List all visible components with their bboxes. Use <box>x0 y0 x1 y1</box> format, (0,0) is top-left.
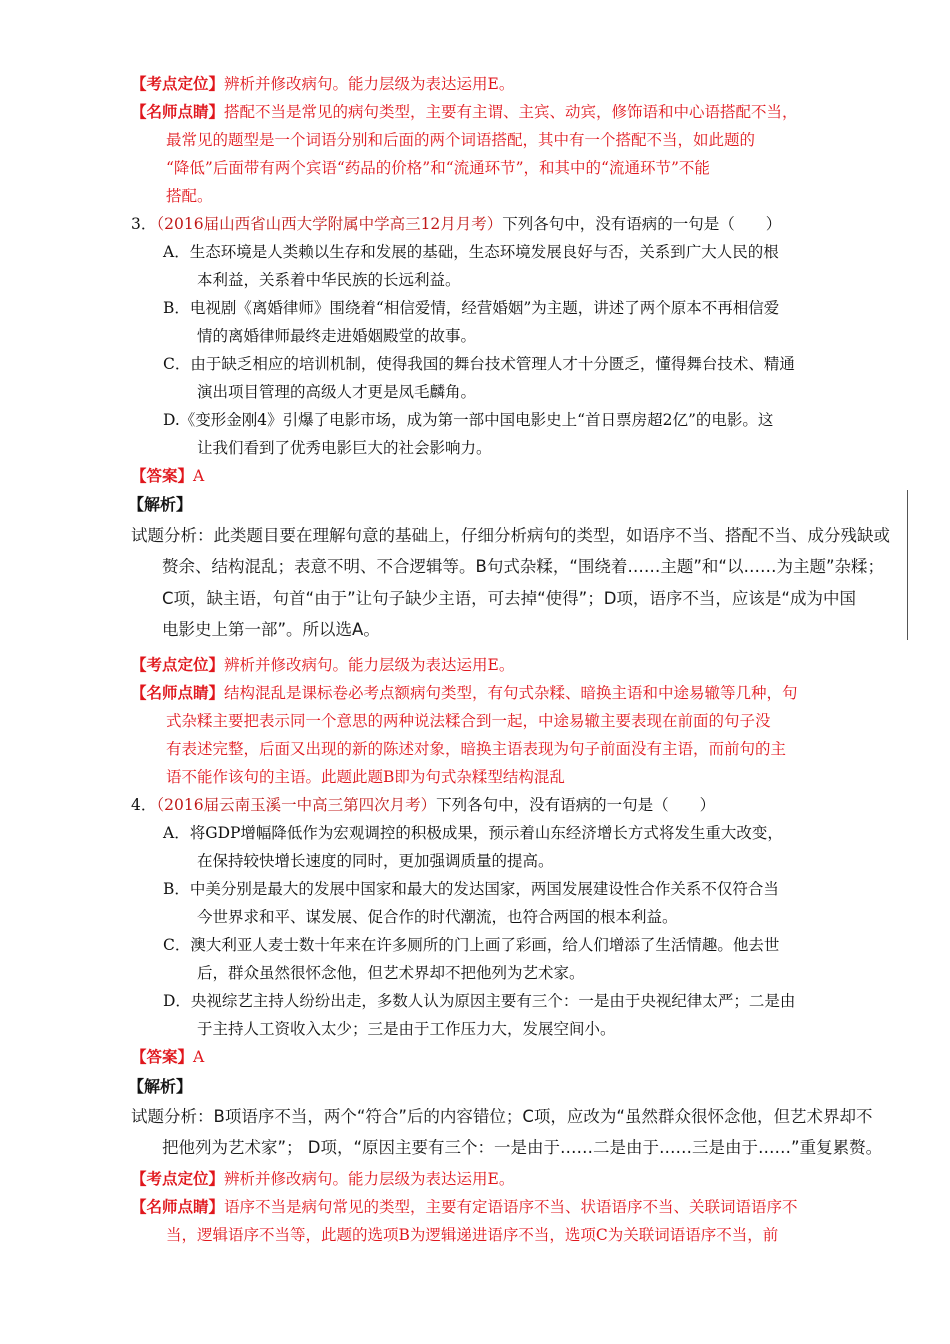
answer-line <box>131 465 204 487</box>
mingshi-line <box>131 101 798 123</box>
option-c: C．由于缺乏相应的培训机制，使得我国的舞台技术管理人才十分匮乏，懂得舞台技术、精通 <box>163 355 795 373</box>
kaodian-line <box>131 1168 514 1190</box>
jiexi-heading: 【解析】 <box>128 495 193 514</box>
answer-line <box>131 1046 204 1068</box>
answer-value: A <box>193 1048 205 1066</box>
option-c-cont: 演出项目管理的高级人才更是凤毛麟角。 <box>197 383 477 401</box>
mingshi-text: 搭配不当是常见的病句类型，主要有主谓、主宾、动宾，修饰语和中心语搭配不当， <box>224 103 798 121</box>
scan-edge <box>907 490 908 640</box>
option-d-cont: 于主持人工资收入太少；三是由于工作压力大，发展空间小。 <box>197 1020 616 1038</box>
mingshi-text: 语序不当是病句常见的类型，主要有定语语序不当、状语语序不当、关联词语语序不 <box>224 1198 798 1216</box>
mingshi-text: 结构混乱是课标卷必考点额病句类型，有句式杂糅、暗换主语和中途易辙等几种，句 <box>224 684 798 702</box>
analysis-line: 把他列为艺术家”； D项，“原因主要有三个：一是由于……二是由于……三是由于……”重复累赘。 <box>162 1138 883 1157</box>
analysis-line: 试题分析：此类题目要在理解句意的基础上，仔细分析病句的类型，如语序不当、搭配不当、成分残缺或 <box>131 526 890 545</box>
answer-value: A <box>193 467 205 485</box>
kaodian-line <box>131 73 514 95</box>
option-a-cont: 在保持较快增长速度的同时，更加强调质量的提高。 <box>197 852 554 870</box>
kaodian-text: 辨析并修改病句。能力层级为表达运用E。 <box>224 1170 515 1188</box>
kaodian-tag: 【考点定位】 <box>131 1169 225 1188</box>
answer-tag: 【答案】 <box>131 466 194 485</box>
kaodian-text: 辨析并修改病句。能力层级为表达运用E。 <box>224 656 515 674</box>
question-source: （2016届云南玉溪一中高三第四次月考） <box>156 796 437 814</box>
question-source: （2016届山西省山西大学附属中学高三12月月考） <box>156 215 503 233</box>
question-number: 3． <box>131 215 157 233</box>
question-4-stem <box>131 794 715 816</box>
mingshi-tag: 【名师点睛】 <box>131 683 225 702</box>
option-c-cont: 后，群众虽然很怀念他，但艺术界却不把他列为艺术家。 <box>197 964 585 982</box>
mingshi-text: “降低”后面带有两个宾语“药品的价格”和“流通环节”，和其中的“流通环节”不能 <box>166 159 710 177</box>
analysis-line: C项，缺主语，句首“由于”让句子缺少主语，可去掉“使得”；D项，语序不当，应该是“成为中国 <box>162 589 856 608</box>
question-stem: 下列各句中，没有语病的一句是（ ） <box>502 215 782 233</box>
analysis-line: 试题分析：B项语序不当，两个“符合”后的内容错位；C项，应改为“虽然群众很怀念他，但艺术界却不 <box>131 1107 873 1126</box>
kaodian-tag: 【考点定位】 <box>131 655 225 674</box>
analysis-line: 电影史上第一部”。所以选A。 <box>162 620 380 639</box>
option-b-cont: 今世界求和平、谋发展、促合作的时代潮流，也符合两国的根本利益。 <box>197 908 678 926</box>
question-number: 4． <box>131 796 157 814</box>
option-c: C．澳大利亚人麦士数十年来在许多厕所的门上画了彩画，给人们增添了生活情趣。他去世 <box>163 936 780 954</box>
analysis-line: 赘余、结构混乱；表意不明、不合逻辑等。B句式杂糅，“围绕着……主题”和“以……为主题”杂糅； <box>162 557 885 576</box>
mingshi-text: 最常见的题型是一个词语分别和后面的两个词语搭配，其中有一个搭配不当，如此题的 <box>166 131 756 149</box>
mingshi-tag: 【名师点睛】 <box>131 1197 225 1216</box>
question-3-stem <box>131 213 781 235</box>
mingshi-tag: 【名师点睛】 <box>131 102 225 121</box>
kaodian-text: 辨析并修改病句。能力层级为表达运用E。 <box>224 75 515 93</box>
mingshi-text: 当，逻辑语序不当等，此题的选项B为逻辑递进语序不当，选项C为关联词语语序不当，前 <box>166 1226 779 1244</box>
question-stem: 下列各句中，没有语病的一句是（ ） <box>436 796 716 814</box>
option-a: A．将GDP增幅降低作为宏观调控的积极成果，预示着山东经济增长方式将发生重大改变， <box>163 824 783 842</box>
mingshi-text: 语不能作该句的主语。此题此题B即为句式杂糅型结构混乱 <box>166 768 565 786</box>
option-a: A．生态环境是人类赖以生存和发展的基础，生态环境发展良好与否，关系到广大人民的根 <box>163 243 779 261</box>
mingshi-line <box>131 1196 798 1218</box>
option-d: D．央视综艺主持人纷纷出走，多数人认为原因主要有三个：一是由于央视纪律太严；二是由 <box>163 992 796 1010</box>
option-b: B．中美分别是最大的发展中国家和最大的发达国家，两国发展建设性合作关系不仅符合当 <box>163 880 779 898</box>
mingshi-text: 搭配。 <box>166 187 213 205</box>
option-b: B．电视剧《离婚律师》围绕着“相信爱情，经营婚姻”为主题，讲述了两个原本不再相信爱 <box>163 299 780 317</box>
kaodian-line <box>131 654 514 676</box>
option-b-cont: 情的离婚律师最终走进婚姻殿堂的故事。 <box>197 327 477 345</box>
jiexi-heading: 【解析】 <box>128 1077 193 1096</box>
mingshi-line <box>131 682 798 704</box>
option-d: D.《变形金刚4》引爆了电影市场，成为第一部中国电影史上“首日票房超2亿”的电影。这 <box>163 411 774 429</box>
option-d-cont: 让我们看到了优秀电影巨大的社会影响力。 <box>197 439 492 457</box>
answer-tag: 【答案】 <box>131 1047 194 1066</box>
option-a-cont: 本利益，关系着中华民族的长远利益。 <box>197 271 461 289</box>
kaodian-tag: 【考点定位】 <box>131 74 225 93</box>
mingshi-text: 有表述完整，后面又出现的新的陈述对象，暗换主语表现为句子前面没有主语，而前句的主 <box>166 740 787 758</box>
mingshi-text: 式杂糅主要把表示同一个意思的两种说法糅合到一起，中途易辙主要表现在前面的句子没 <box>166 712 771 730</box>
